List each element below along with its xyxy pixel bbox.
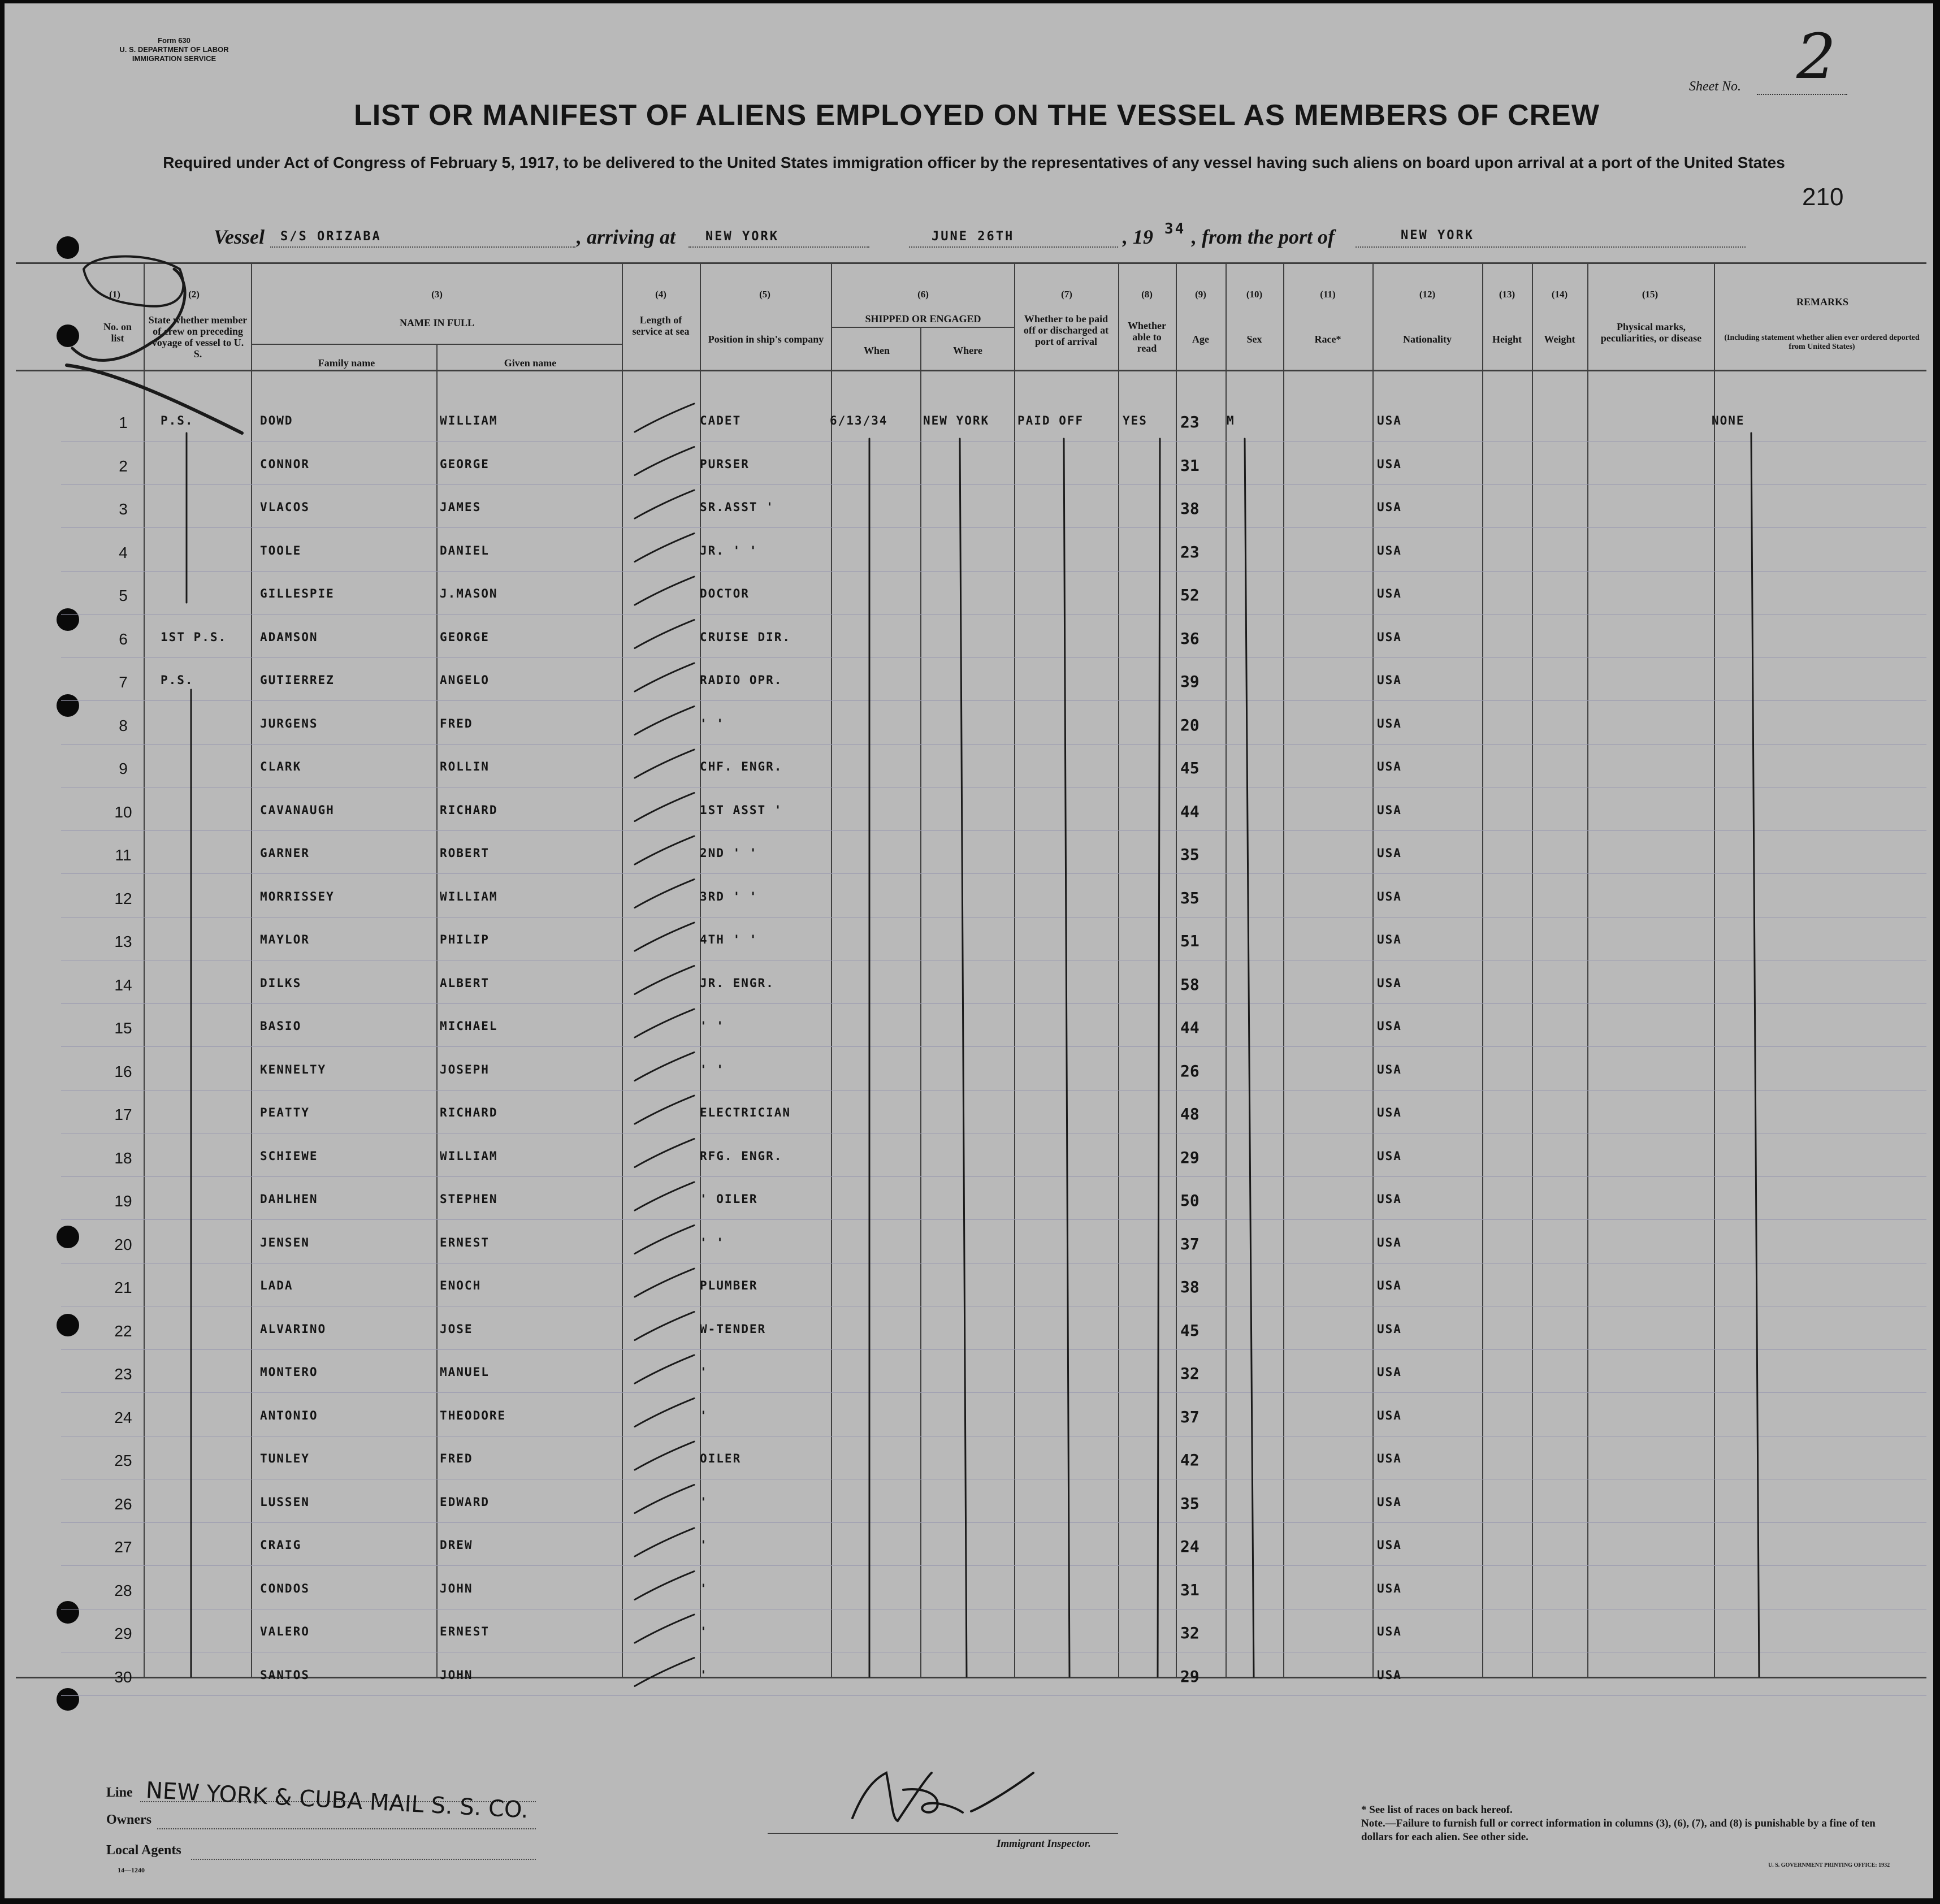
- position-cell: W-TENDER: [700, 1322, 767, 1336]
- family-name-cell: LUSSEN: [260, 1495, 310, 1509]
- position-cell: ELECTRICIAN: [700, 1106, 791, 1119]
- age-cell: 20: [1180, 715, 1199, 734]
- length-of-service-tick: [635, 534, 694, 562]
- length-of-service-tick: [635, 1355, 694, 1383]
- family-name-cell: DILKS: [260, 976, 302, 990]
- age-cell: 23: [1180, 413, 1199, 431]
- position-cell: ' ': [700, 1062, 725, 1076]
- age-cell: 24: [1180, 1537, 1199, 1556]
- given-name-cell: GEORGE: [440, 457, 490, 471]
- races-footnote: * See list of races on back hereof.: [1361, 1804, 1513, 1816]
- position-cell: CADET: [700, 414, 742, 427]
- position-cell: ': [700, 1625, 708, 1638]
- position-cell: ' ': [700, 1019, 725, 1033]
- length-of-service-tick: [635, 793, 694, 821]
- ditto-line: [960, 439, 967, 1677]
- nationality-cell: USA: [1377, 1322, 1402, 1336]
- length-of-service-tick: [635, 1009, 694, 1037]
- position-cell: ': [700, 1581, 708, 1595]
- arrival-date: JUNE 26TH: [932, 230, 1015, 244]
- row-number: 14: [114, 976, 132, 994]
- family-name-cell: TUNLEY: [260, 1452, 310, 1465]
- given-name-cell: MANUEL: [440, 1365, 490, 1379]
- nationality-cell: USA: [1377, 1279, 1402, 1292]
- nationality-cell: USA: [1377, 457, 1402, 471]
- family-name-cell: PEATTY: [260, 1106, 310, 1119]
- page-title: LIST OR MANIFEST OF ALIENS EMPLOYED ON THE VESSEL AS MEMBERS OF CREW: [354, 99, 1600, 132]
- age-cell: 44: [1180, 1018, 1199, 1037]
- position-cell: ': [700, 1668, 708, 1682]
- given-name-cell: FRED: [440, 1452, 473, 1465]
- sex-cell: M: [1227, 414, 1235, 427]
- length-of-service-tick: [635, 1182, 694, 1210]
- row-number: 8: [119, 716, 128, 734]
- remarks-cell: NONE: [1712, 414, 1745, 427]
- family-name-cell: CLARK: [260, 760, 302, 773]
- length-of-service-tick: [635, 1053, 694, 1081]
- given-name-cell: THEODORE: [440, 1408, 506, 1422]
- given-name-cell: JOSEPH: [440, 1062, 490, 1076]
- able-to-read-cell: YES: [1123, 414, 1147, 427]
- circled-annotation: [84, 257, 183, 306]
- row-number: 15: [114, 1019, 132, 1037]
- column-number: (9): [1195, 289, 1206, 300]
- age-cell: 35: [1180, 888, 1199, 907]
- age-cell: 48: [1180, 1105, 1199, 1123]
- family-name-cell: DOWD: [260, 414, 293, 427]
- row-number: 21: [114, 1279, 132, 1296]
- family-name-cell: JURGENS: [260, 716, 318, 730]
- nationality-cell: USA: [1377, 1149, 1402, 1163]
- position-cell: ': [700, 1365, 708, 1379]
- nationality-cell: USA: [1377, 1625, 1402, 1638]
- nationality-cell: USA: [1377, 500, 1402, 514]
- row-number: 18: [114, 1149, 132, 1167]
- age-cell: 29: [1180, 1667, 1199, 1686]
- age-cell: 23: [1180, 542, 1199, 561]
- sheet-number-label: Sheet No.: [1689, 79, 1741, 94]
- nationality-cell: USA: [1377, 1495, 1402, 1509]
- column-heading-sex: Sex: [1246, 334, 1262, 345]
- family-name-cell: CAVANAUGH: [260, 803, 335, 817]
- column-heading-list-number: No. on list: [103, 321, 132, 344]
- given-name-cell: RICHARD: [440, 803, 498, 817]
- from-port-label: , from the port of: [1192, 226, 1335, 248]
- row-number: 23: [114, 1365, 132, 1383]
- age-cell: 42: [1180, 1451, 1199, 1469]
- service-name: IMMIGRATION SERVICE: [132, 54, 216, 63]
- position-cell: ': [700, 1495, 708, 1509]
- length-of-service-tick: [635, 836, 694, 864]
- given-name-cell: PHILIP: [440, 933, 490, 946]
- family-name-cell: BASIO: [260, 1019, 302, 1033]
- given-name-cell: DREW: [440, 1538, 473, 1552]
- position-cell: 2ND ' ': [700, 846, 758, 860]
- remarks-subheading: (Including statement whether alien ever ordered deported from United States): [1724, 334, 1920, 351]
- column-heading-previous-voyage: State whether member of crew on preceding voyage of vessel to U. S.: [148, 314, 248, 360]
- position-cell: SR.ASST ': [700, 500, 774, 514]
- arrival-port: NEW YORK: [705, 230, 779, 244]
- given-name-cell: ROLLIN: [440, 760, 490, 773]
- given-name-cell: JOHN: [440, 1581, 473, 1595]
- row-number: 22: [114, 1322, 132, 1340]
- given-name-cell: DANIEL: [440, 543, 490, 557]
- family-name-cell: VALERO: [260, 1625, 310, 1638]
- family-name-cell: JENSEN: [260, 1235, 310, 1249]
- column-heading-shipped-engaged: SHIPPED OR ENGAGED: [865, 313, 981, 324]
- row-number: 2: [119, 457, 128, 475]
- position-cell: ' OILER: [700, 1192, 758, 1206]
- position-cell: RFG. ENGR.: [700, 1149, 783, 1163]
- row-number: 20: [114, 1235, 132, 1253]
- nationality-cell: USA: [1377, 1408, 1402, 1422]
- shipped-where-cell: NEW YORK: [923, 414, 990, 427]
- from-port: NEW YORK: [1401, 228, 1474, 243]
- column-heading-remarks: REMARKS: [1796, 296, 1848, 308]
- family-name-cell: ALVARINO: [260, 1322, 327, 1336]
- vessel-label: Vessel: [214, 226, 265, 248]
- age-cell: 35: [1180, 1494, 1199, 1513]
- manifest-sheet: [5, 3, 1933, 1898]
- age-cell: 37: [1180, 1234, 1199, 1253]
- column-number: (2): [188, 289, 200, 300]
- age-cell: 44: [1180, 802, 1199, 821]
- family-name-cell: TOOLE: [260, 543, 302, 557]
- column-heading-given-name: Given name: [504, 357, 557, 369]
- given-name-cell: J.MASON: [440, 587, 498, 600]
- family-name-cell: GARNER: [260, 846, 310, 860]
- family-name-cell: ADAMSON: [260, 630, 318, 644]
- column-number: (7): [1061, 289, 1072, 300]
- family-name-cell: CONDOS: [260, 1581, 310, 1595]
- ditto-line: [1245, 439, 1254, 1677]
- length-of-service-tick: [635, 923, 694, 951]
- given-name-cell: ENOCH: [440, 1279, 482, 1292]
- row-number: 25: [114, 1452, 132, 1469]
- given-name-cell: GEORGE: [440, 630, 490, 644]
- nationality-cell: USA: [1377, 1668, 1402, 1682]
- nationality-cell: USA: [1377, 716, 1402, 730]
- penalty-note: Note.—Failure to furnish full or correct information in columns (3), (6), (7), and (8) is punishable by a fine of ten dollars for each alien. See other side.: [1361, 1818, 1876, 1843]
- age-cell: 26: [1180, 1061, 1199, 1080]
- given-name-cell: STEPHEN: [440, 1192, 498, 1206]
- given-name-cell: MICHAEL: [440, 1019, 498, 1033]
- column-heading-position: Position in ship's company: [708, 334, 824, 345]
- position-cell: CHF. ENGR.: [700, 760, 783, 773]
- nationality-cell: USA: [1377, 1365, 1402, 1379]
- arrival-year: 34: [1164, 220, 1186, 237]
- family-name-cell: LADA: [260, 1279, 293, 1292]
- position-cell: ' ': [700, 716, 725, 730]
- row-number: 10: [114, 803, 132, 821]
- given-name-cell: ERNEST: [440, 1625, 490, 1638]
- length-of-service-tick: [635, 966, 694, 994]
- position-cell: DOCTOR: [700, 587, 750, 600]
- nationality-cell: USA: [1377, 587, 1402, 600]
- form-code: 14—1240: [118, 1866, 145, 1874]
- row-number: 19: [114, 1192, 132, 1210]
- position-cell: OILER: [700, 1452, 742, 1465]
- family-name-cell: GUTIERREZ: [260, 673, 335, 687]
- position-cell: ': [700, 1408, 708, 1422]
- nationality-cell: USA: [1377, 673, 1402, 687]
- column-heading-race: Race*: [1314, 334, 1341, 345]
- given-name-cell: FRED: [440, 716, 473, 730]
- nationality-cell: USA: [1377, 1019, 1402, 1033]
- family-name-cell: MAYLOR: [260, 933, 310, 946]
- given-name-cell: ALBERT: [440, 976, 490, 990]
- age-cell: 36: [1180, 629, 1199, 648]
- shipped-when-cell: 6/13/34: [830, 414, 888, 427]
- position-cell: PLUMBER: [700, 1279, 758, 1292]
- given-name-cell: JOHN: [440, 1668, 473, 1682]
- family-name-cell: ANTONIO: [260, 1408, 318, 1422]
- length-of-service-tick: [635, 1226, 694, 1254]
- column-heading-physical-marks: Physical marks, peculiarities, or disease: [1600, 321, 1702, 344]
- family-name-cell: MORRISSEY: [260, 889, 335, 903]
- nationality-cell: USA: [1377, 414, 1402, 427]
- given-name-cell: WILLIAM: [440, 889, 498, 903]
- row-number: 27: [114, 1538, 132, 1556]
- nationality-cell: USA: [1377, 846, 1402, 860]
- nationality-cell: USA: [1377, 803, 1402, 817]
- row-number: 9: [119, 760, 128, 777]
- local-agents-label: Local Agents: [106, 1843, 181, 1858]
- family-name-cell: CRAIG: [260, 1538, 302, 1552]
- previous-voyage-cell: 1ST P.S.: [161, 630, 227, 644]
- nationality-cell: USA: [1377, 1538, 1402, 1552]
- column-heading-name: NAME IN FULL: [399, 317, 474, 328]
- age-cell: 39: [1180, 672, 1199, 691]
- age-cell: 32: [1180, 1364, 1199, 1383]
- age-cell: 31: [1180, 1580, 1199, 1599]
- position-cell: JR. ENGR.: [700, 976, 774, 990]
- family-name-cell: DAHLHEN: [260, 1192, 318, 1206]
- row-number: 17: [114, 1106, 132, 1123]
- length-of-service-tick: [635, 1658, 694, 1686]
- row-number: 7: [119, 673, 128, 691]
- age-cell: 35: [1180, 845, 1199, 864]
- column-heading-age: Age: [1192, 334, 1209, 345]
- length-of-service-tick: [635, 620, 694, 648]
- family-name-cell: MONTERO: [260, 1365, 318, 1379]
- position-cell: 1ST ASST ': [700, 803, 783, 817]
- row-number: 30: [114, 1668, 132, 1686]
- age-cell: 29: [1180, 1148, 1199, 1167]
- vessel-name: S/S ORIZABA: [280, 230, 382, 244]
- position-cell: ': [700, 1538, 708, 1552]
- given-name-cell: EDWARD: [440, 1495, 490, 1509]
- given-name-cell: ERNEST: [440, 1235, 490, 1249]
- previous-voyage-cell: P.S.: [161, 673, 194, 687]
- age-cell: 52: [1180, 586, 1199, 604]
- row-number: 29: [114, 1625, 132, 1642]
- family-name-cell: KENNELTY: [260, 1062, 327, 1076]
- sheet-number-handwritten: 2: [1796, 20, 1836, 93]
- length-of-service-tick: [635, 490, 694, 518]
- ditto-line: [1064, 439, 1069, 1677]
- position-cell: CRUISE DIR.: [700, 630, 791, 644]
- page-subtitle: Required under Act of Congress of February 5, 1917, to be delivered to the United States immigration officer by the representatives of any vessel having such aliens on board upon arrival at a port of the United States: [163, 154, 1785, 171]
- family-name-cell: VLACOS: [260, 500, 310, 514]
- nationality-cell: USA: [1377, 1192, 1402, 1206]
- position-cell: ' ': [700, 1235, 725, 1249]
- length-of-service-tick: [635, 577, 694, 605]
- family-name-cell: GILLESPIE: [260, 587, 335, 600]
- column-number: (3): [431, 289, 443, 300]
- nationality-cell: USA: [1377, 1235, 1402, 1249]
- document-number: 210: [1802, 183, 1844, 211]
- column-heading-paid-off: Whether to be paid off or discharged at port of arrival: [1023, 313, 1109, 347]
- nationality-cell: USA: [1377, 1106, 1402, 1119]
- family-name-cell: CONNOR: [260, 457, 310, 471]
- length-of-service-tick: [635, 1399, 694, 1427]
- length-of-service-tick: [635, 1096, 694, 1124]
- given-name-cell: JOSE: [440, 1322, 473, 1336]
- column-heading-family-name: Family name: [318, 357, 375, 369]
- given-name-cell: WILLIAM: [440, 1149, 498, 1163]
- line-label: Line: [106, 1785, 133, 1800]
- nationality-cell: USA: [1377, 1452, 1402, 1465]
- column-heading-where: Where: [953, 345, 982, 356]
- column-number: (8): [1141, 289, 1153, 300]
- row-number: 13: [114, 933, 132, 950]
- column-heading-weight: Weight: [1544, 334, 1575, 345]
- row-number: 3: [119, 500, 128, 518]
- column-heading-length-of-service: Length of service at sea: [632, 314, 690, 337]
- nationality-cell: USA: [1377, 630, 1402, 644]
- position-cell: JR. ' ': [700, 543, 758, 557]
- row-number: 4: [119, 543, 128, 561]
- position-cell: 3RD ' ': [700, 889, 758, 903]
- row-number: 16: [114, 1062, 132, 1080]
- column-heading-height: Height: [1492, 334, 1522, 345]
- given-name-cell: RICHARD: [440, 1106, 498, 1119]
- column-number: (10): [1246, 289, 1263, 300]
- length-of-service-tick: [635, 404, 694, 432]
- age-cell: 32: [1180, 1624, 1199, 1642]
- row-number: 28: [114, 1581, 132, 1599]
- age-cell: 51: [1180, 932, 1199, 950]
- length-of-service-tick: [635, 1269, 694, 1297]
- age-cell: 45: [1180, 759, 1199, 777]
- year-label: , 19: [1123, 226, 1153, 248]
- previous-voyage-cell: P.S.: [161, 414, 194, 427]
- column-number: (15): [1642, 289, 1658, 300]
- owners-label: Owners: [106, 1812, 151, 1827]
- age-cell: 38: [1180, 1278, 1199, 1296]
- length-of-service-tick: [635, 663, 694, 691]
- position-cell: PURSER: [700, 457, 750, 471]
- family-name-cell: SCHIEWE: [260, 1149, 318, 1163]
- given-name-cell: ROBERT: [440, 846, 490, 860]
- position-cell: RADIO OPR.: [700, 673, 783, 687]
- column-number: (13): [1499, 289, 1515, 300]
- length-of-service-tick: [635, 1485, 694, 1513]
- given-name-cell: ANGELO: [440, 673, 490, 687]
- length-of-service-tick: [635, 707, 694, 735]
- age-cell: 38: [1180, 499, 1199, 518]
- department-name: U. S. DEPARTMENT OF LABOR: [119, 45, 229, 54]
- length-of-service-tick: [635, 447, 694, 475]
- length-of-service-tick: [635, 1572, 694, 1600]
- nationality-cell: USA: [1377, 1062, 1402, 1076]
- ditto-line: [1158, 439, 1160, 1677]
- column-heading-able-to-read: Whether able to read: [1128, 320, 1166, 354]
- row-number: 6: [119, 630, 128, 648]
- family-name-cell: SANTOS: [260, 1668, 310, 1682]
- length-of-service-tick: [635, 1312, 694, 1340]
- column-number: (5): [759, 289, 770, 300]
- row-number: 24: [114, 1408, 132, 1426]
- row-number: 5: [119, 587, 128, 604]
- position-cell: 4TH ' ': [700, 933, 758, 946]
- inspector-label: Immigrant Inspector.: [997, 1838, 1091, 1850]
- column-number: (1): [109, 289, 120, 300]
- column-heading-when: When: [863, 345, 890, 356]
- age-cell: 50: [1180, 1191, 1199, 1210]
- given-name-cell: WILLIAM: [440, 414, 498, 427]
- nationality-cell: USA: [1377, 1581, 1402, 1595]
- form-number: Form 630: [158, 36, 190, 45]
- nationality-cell: USA: [1377, 760, 1402, 773]
- steamship-line-handwritten: NEW YORK & CUBA MAIL S. S. CO.: [145, 1777, 529, 1824]
- column-number: (11): [1320, 289, 1336, 300]
- column-number: (14): [1551, 289, 1568, 300]
- row-number: 11: [115, 846, 132, 864]
- nationality-cell: USA: [1377, 543, 1402, 557]
- column-heading-nationality: Nationality: [1402, 334, 1452, 345]
- length-of-service-tick: [635, 880, 694, 908]
- column-number: (12): [1419, 289, 1436, 300]
- length-of-service-tick: [635, 1615, 694, 1643]
- age-cell: 58: [1180, 975, 1199, 994]
- row-number: 1: [119, 414, 128, 431]
- age-cell: 37: [1180, 1407, 1199, 1426]
- column-number: (4): [655, 289, 666, 300]
- length-of-service-tick: [635, 1139, 694, 1167]
- age-cell: 31: [1180, 456, 1199, 475]
- printer-imprint: U. S. GOVERNMENT PRINTING OFFICE: 1932: [1768, 1862, 1890, 1868]
- ditto-line: [1751, 433, 1759, 1677]
- diagonal-pen-stroke: [67, 365, 242, 433]
- age-cell: 45: [1180, 1321, 1199, 1340]
- length-of-service-tick: [635, 1442, 694, 1470]
- nationality-cell: USA: [1377, 933, 1402, 946]
- length-of-service-tick: [635, 750, 694, 778]
- given-name-cell: JAMES: [440, 500, 482, 514]
- length-of-service-tick: [635, 1528, 694, 1556]
- pen-marks-layer: [5, 3, 1933, 1898]
- nationality-cell: USA: [1377, 976, 1402, 990]
- paid-off-cell: PAID OFF: [1017, 414, 1084, 427]
- column-number: (6): [917, 289, 929, 300]
- nationality-cell: USA: [1377, 889, 1402, 903]
- arriving-label: , arriving at: [577, 226, 676, 248]
- row-number: 12: [114, 889, 132, 907]
- row-number: 26: [114, 1495, 132, 1513]
